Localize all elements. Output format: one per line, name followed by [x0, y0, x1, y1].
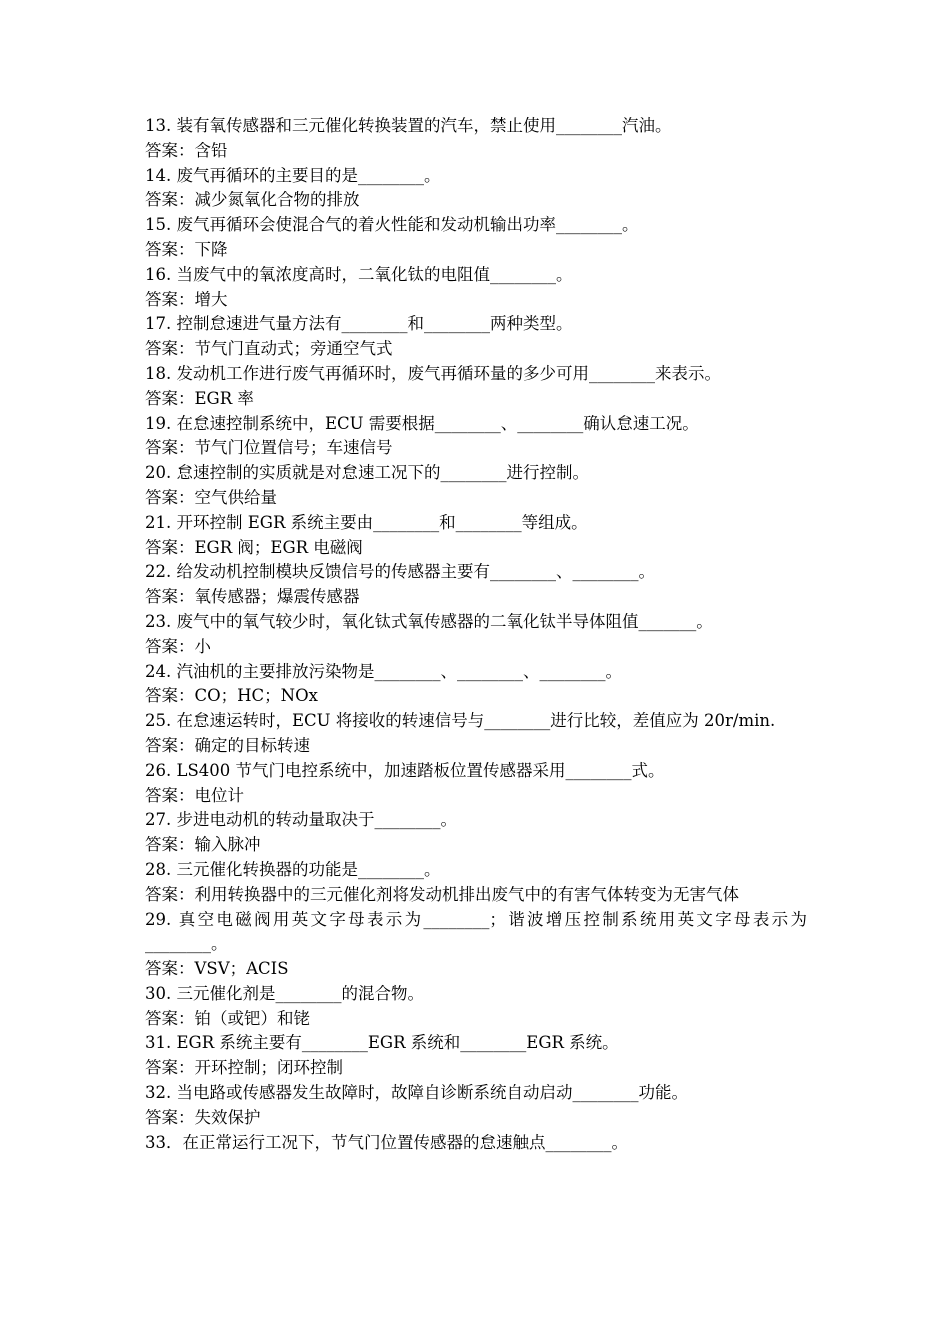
- answer-22: 答案：氧传感器；爆震传感器: [145, 587, 360, 607]
- question-list: [145, 114, 807, 1155]
- answer-20: 答案：空气供给量: [145, 487, 277, 507]
- answer-18: 答案：EGR 率: [145, 388, 254, 408]
- answer-23: 答案：小: [145, 636, 211, 656]
- answer-24: 答案：CO；HC；NOx: [145, 686, 318, 706]
- answer-28: 答案：利用转换器中的三元催化剂将发动机排出废气中的有害气体转变为无害气体: [145, 884, 739, 904]
- question-31: 31. EGR 系统主要有________EGR 系统和________EGR 系统。: [145, 1033, 619, 1053]
- question-20: 20. 怠速控制的实质就是对怠速工况下的________进行控制。: [145, 463, 589, 483]
- question-29: 29. 真空电磁阀用英文字母表示为________；谐波增压控制系统用英文字母表示为________。: [145, 909, 807, 954]
- answer-32: 答案：失效保护: [145, 1107, 261, 1127]
- question-28: 28. 三元催化转换器的功能是________。: [145, 859, 441, 879]
- answer-27: 答案：输入脉冲: [145, 835, 261, 855]
- answer-17: 答案：节气门直动式；旁通空气式: [145, 339, 393, 359]
- answer-21: 答案：EGR 阀；EGR 电磁阀: [145, 537, 363, 557]
- question-33: 33．在正常运行工况下，节气门位置传感器的怠速触点________。: [145, 1132, 628, 1152]
- answer-26: 答案：电位计: [145, 785, 244, 805]
- question-13: 13. 装有氧传感器和三元催化转换装置的汽车，禁止使用________汽油。: [145, 116, 672, 135]
- question-24: 24. 汽油机的主要排放污染物是________、________、________。: [145, 661, 622, 681]
- question-32: 32. 当电路或传感器发生故障时，故障自诊断系统自动启动________功能。: [145, 1083, 688, 1103]
- question-14: 14. 废气再循环的主要目的是________。: [145, 165, 441, 185]
- question-22: 22. 给发动机控制模块反馈信号的传感器主要有________、________。: [145, 562, 655, 582]
- answer-25: 答案：确定的目标转速: [145, 735, 310, 755]
- answer-14: 答案：减少氮氧化合物的排放: [145, 190, 360, 210]
- answer-29: 答案：VSV；ACIS: [145, 959, 289, 979]
- question-23: 23. 废气中的氧气较少时，氧化钛式氧传感器的二氧化钛半导体阻值_______。: [145, 611, 713, 631]
- answer-13: 答案：含铅: [145, 140, 228, 160]
- question-27: 27. 步进电动机的转动量取决于________。: [145, 810, 457, 830]
- question-19: 19. 在怠速控制系统中，ECU 需要根据________、________确认怠速工况。: [145, 413, 699, 433]
- question-25: 25. 在怠速运转时，ECU 将接收的转速信号与________进行比较，差值应为 20r/min.: [145, 711, 776, 731]
- answer-31: 答案：开环控制；闭环控制: [145, 1058, 343, 1078]
- answer-16: 答案：增大: [145, 289, 228, 309]
- question-30: 30. 三元催化剂是________的混合物。: [145, 983, 424, 1003]
- answer-30: 答案：铂（或钯）和铑: [145, 1008, 310, 1028]
- question-16: 16. 当废气中的氧浓度高时，二氧化钛的电阻值________。: [145, 264, 573, 284]
- question-15: 15. 废气再循环会使混合气的着火性能和发动机输出功率________。: [145, 215, 639, 235]
- question-26: 26. LS400 节气门电控系统中，加速踏板位置传感器采用________式。: [145, 760, 665, 780]
- question-21: 21. 开环控制 EGR 系统主要由________和________等组成。: [145, 512, 588, 532]
- question-18: 18. 发动机工作进行废气再循环时，废气再循环量的多少可用________来表示。: [145, 363, 721, 383]
- answer-15: 答案：下降: [145, 239, 228, 259]
- question-17: 17. 控制怠速进气量方法有________和________两种类型。: [145, 314, 573, 334]
- answer-19: 答案：节气门位置信号；车速信号: [145, 438, 393, 458]
